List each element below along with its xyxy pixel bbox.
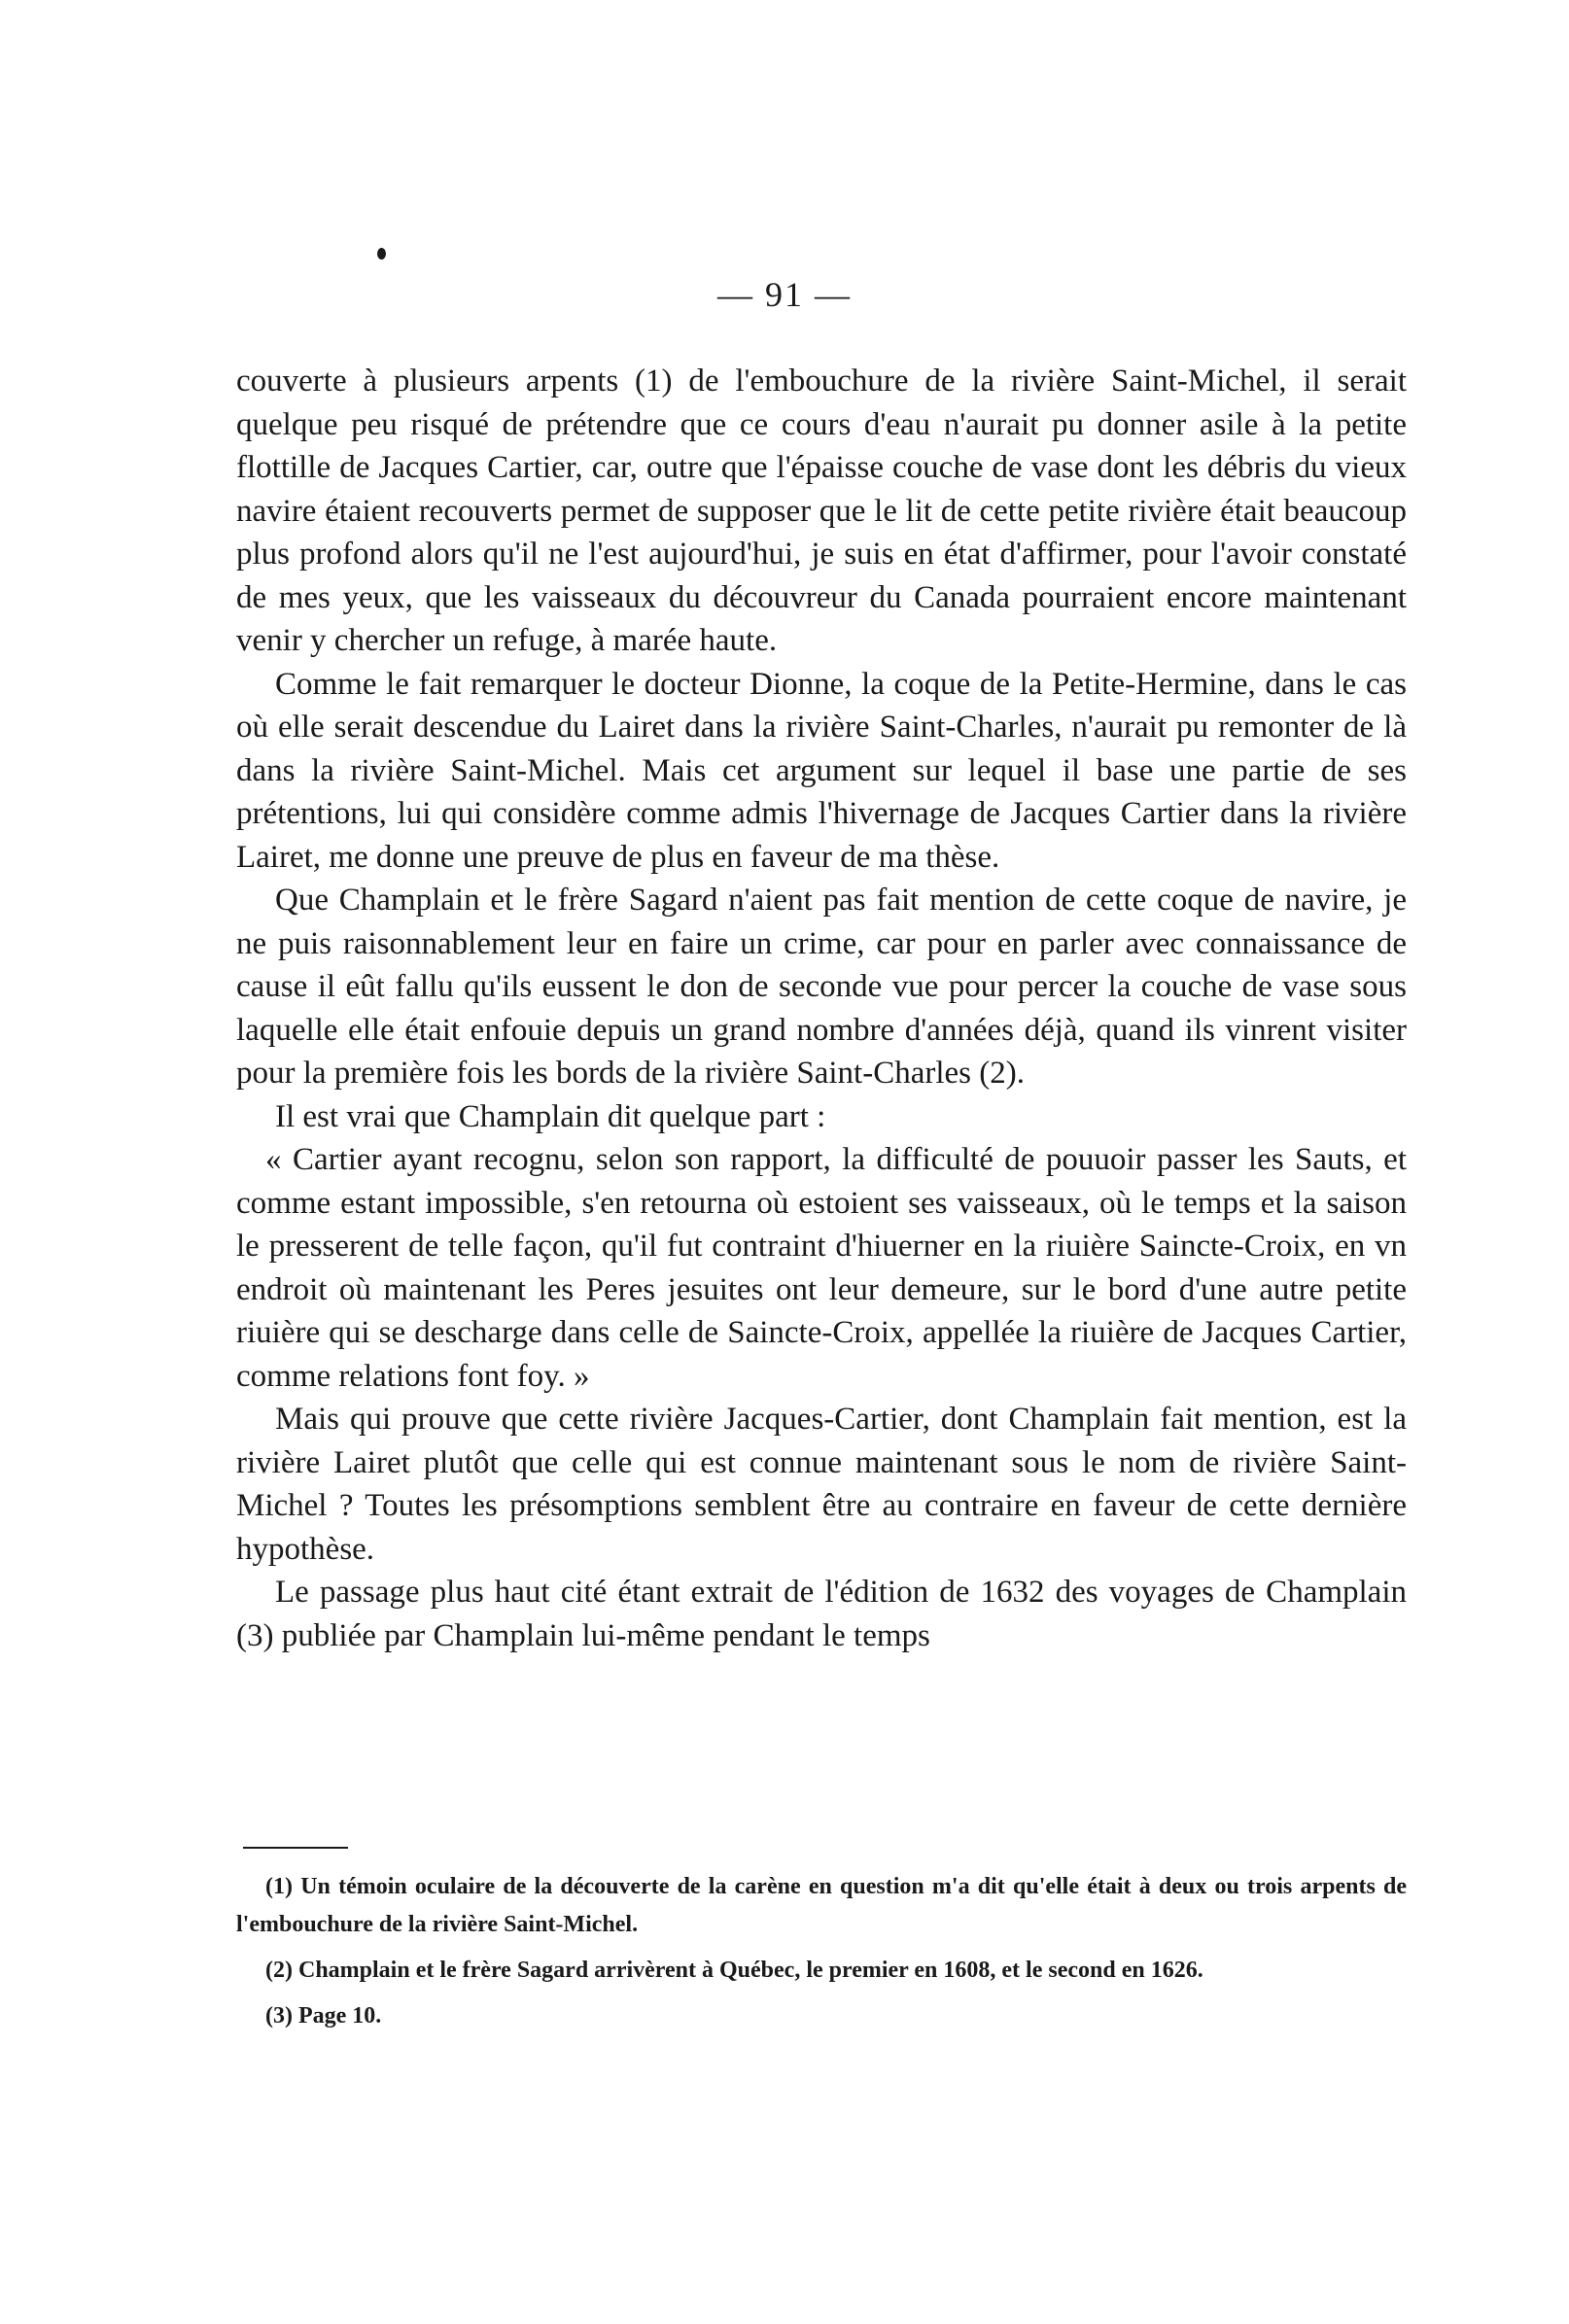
paragraph-3: Que Champlain et le frère Sagard n'aient pas fait mention de cette coque de navire, je ne puis raisonnablement leur en faire un crime, car pour en parler avec connaissance de cause il eût fallu qu'ils eussent le don de seconde vue pour percer la couche de vase sous laquelle elle était enfouie depuis un grand nombre d'années déjà, quand ils vinrent visiter pour la première fois les bords de la rivière Saint-Charles (2).	[236, 883, 1407, 1091]
footnote-2: (2) Champlain et le frère Sagard arrivèrent à Québec, le premier en 1608, et le second en 1626.	[265, 1958, 1203, 1983]
footnotes	[236, 1868, 1407, 2043]
quotation: « Cartier ayant recognu, selon son rapport, la difficulté de pouuoir passer les Sauts, et comme estant impossible, s'en retourna où estoient ses vaisseaux, où le temps et la saison le presserent de telle façon, qu'il fut contraint d'hiuerner en la riuière Saincte-Croix, en vn endroit où maintenant les Peres jesuites ont leur demeure, sur le bord d'une autre petite riuière qui se descharge dans celle de Saincte-Croix, appellée la riuière de Jacques Cartier, comme relations font foy. »	[236, 1142, 1407, 1394]
paragraph-1: couverte à plusieurs arpents (1) de l'embouchure de la rivière Saint-Michel, il serait quelque peu risqué de prétendre que ce cours d'eau n'aurait pu donner asile à la petite flottille de Jacques Cartier, car, outre que l'épaisse couche de vase dont les débris du vieux navire étaient recouverts permet de supposer que le lit de cette petite rivière était beaucoup plus profond alors qu'il ne l'est aujourd'hui, je suis en état d'affirmer, pour l'avoir constaté de mes yeux, que les vaisseaux du découvreur du Canada pourraient encore maintenant venir y chercher un refuge, à marée haute.	[236, 364, 1407, 658]
paragraph-6: Le passage plus haut cité étant extrait de l'édition de 1632 des voyages de Champlain (3) publiée par Champlain lui-même pendant le temps	[236, 1575, 1407, 1653]
paragraph-4: Il est vrai que Champlain dit quelque part :	[275, 1098, 826, 1134]
body-text	[236, 360, 1407, 1657]
footnote-divider	[243, 1847, 348, 1849]
footnote-3: (3) Page 10.	[265, 2003, 382, 2029]
paragraph-5: Mais qui prouve que cette rivière Jacques-Cartier, dont Champlain fait mention, est la rivière Lairet plutôt que celle qui est connue maintenant sous le nom de rivière Saint-Michel ? Toutes les présomptions semblent être au contraire en faveur de cette dernière hypothèse.	[236, 1402, 1407, 1567]
page-number: — 91 —	[717, 275, 852, 314]
paragraph-2: Comme le fait remarquer le docteur Dionne, la coque de la Petite-Hermine, dans le cas où elle serait descendue du Lairet dans la rivière Saint-Charles, n'aurait pu remonter de là dans la rivière Saint-Michel. Mais cet argument sur lequel il base une partie de ses prétentions, lui qui considère comme admis l'hivernage de Jacques Cartier dans la rivière Lairet, me donne une preuve de plus en faveur de ma thèse.	[236, 666, 1407, 875]
stray-ink-mark	[377, 248, 386, 260]
footnote-1: (1) Un témoin oculaire de la découverte de la carène en question m'a dit qu'elle était à deux ou trois arpents de l'embouchure de la rivière Saint-Michel.	[236, 1874, 1407, 1937]
